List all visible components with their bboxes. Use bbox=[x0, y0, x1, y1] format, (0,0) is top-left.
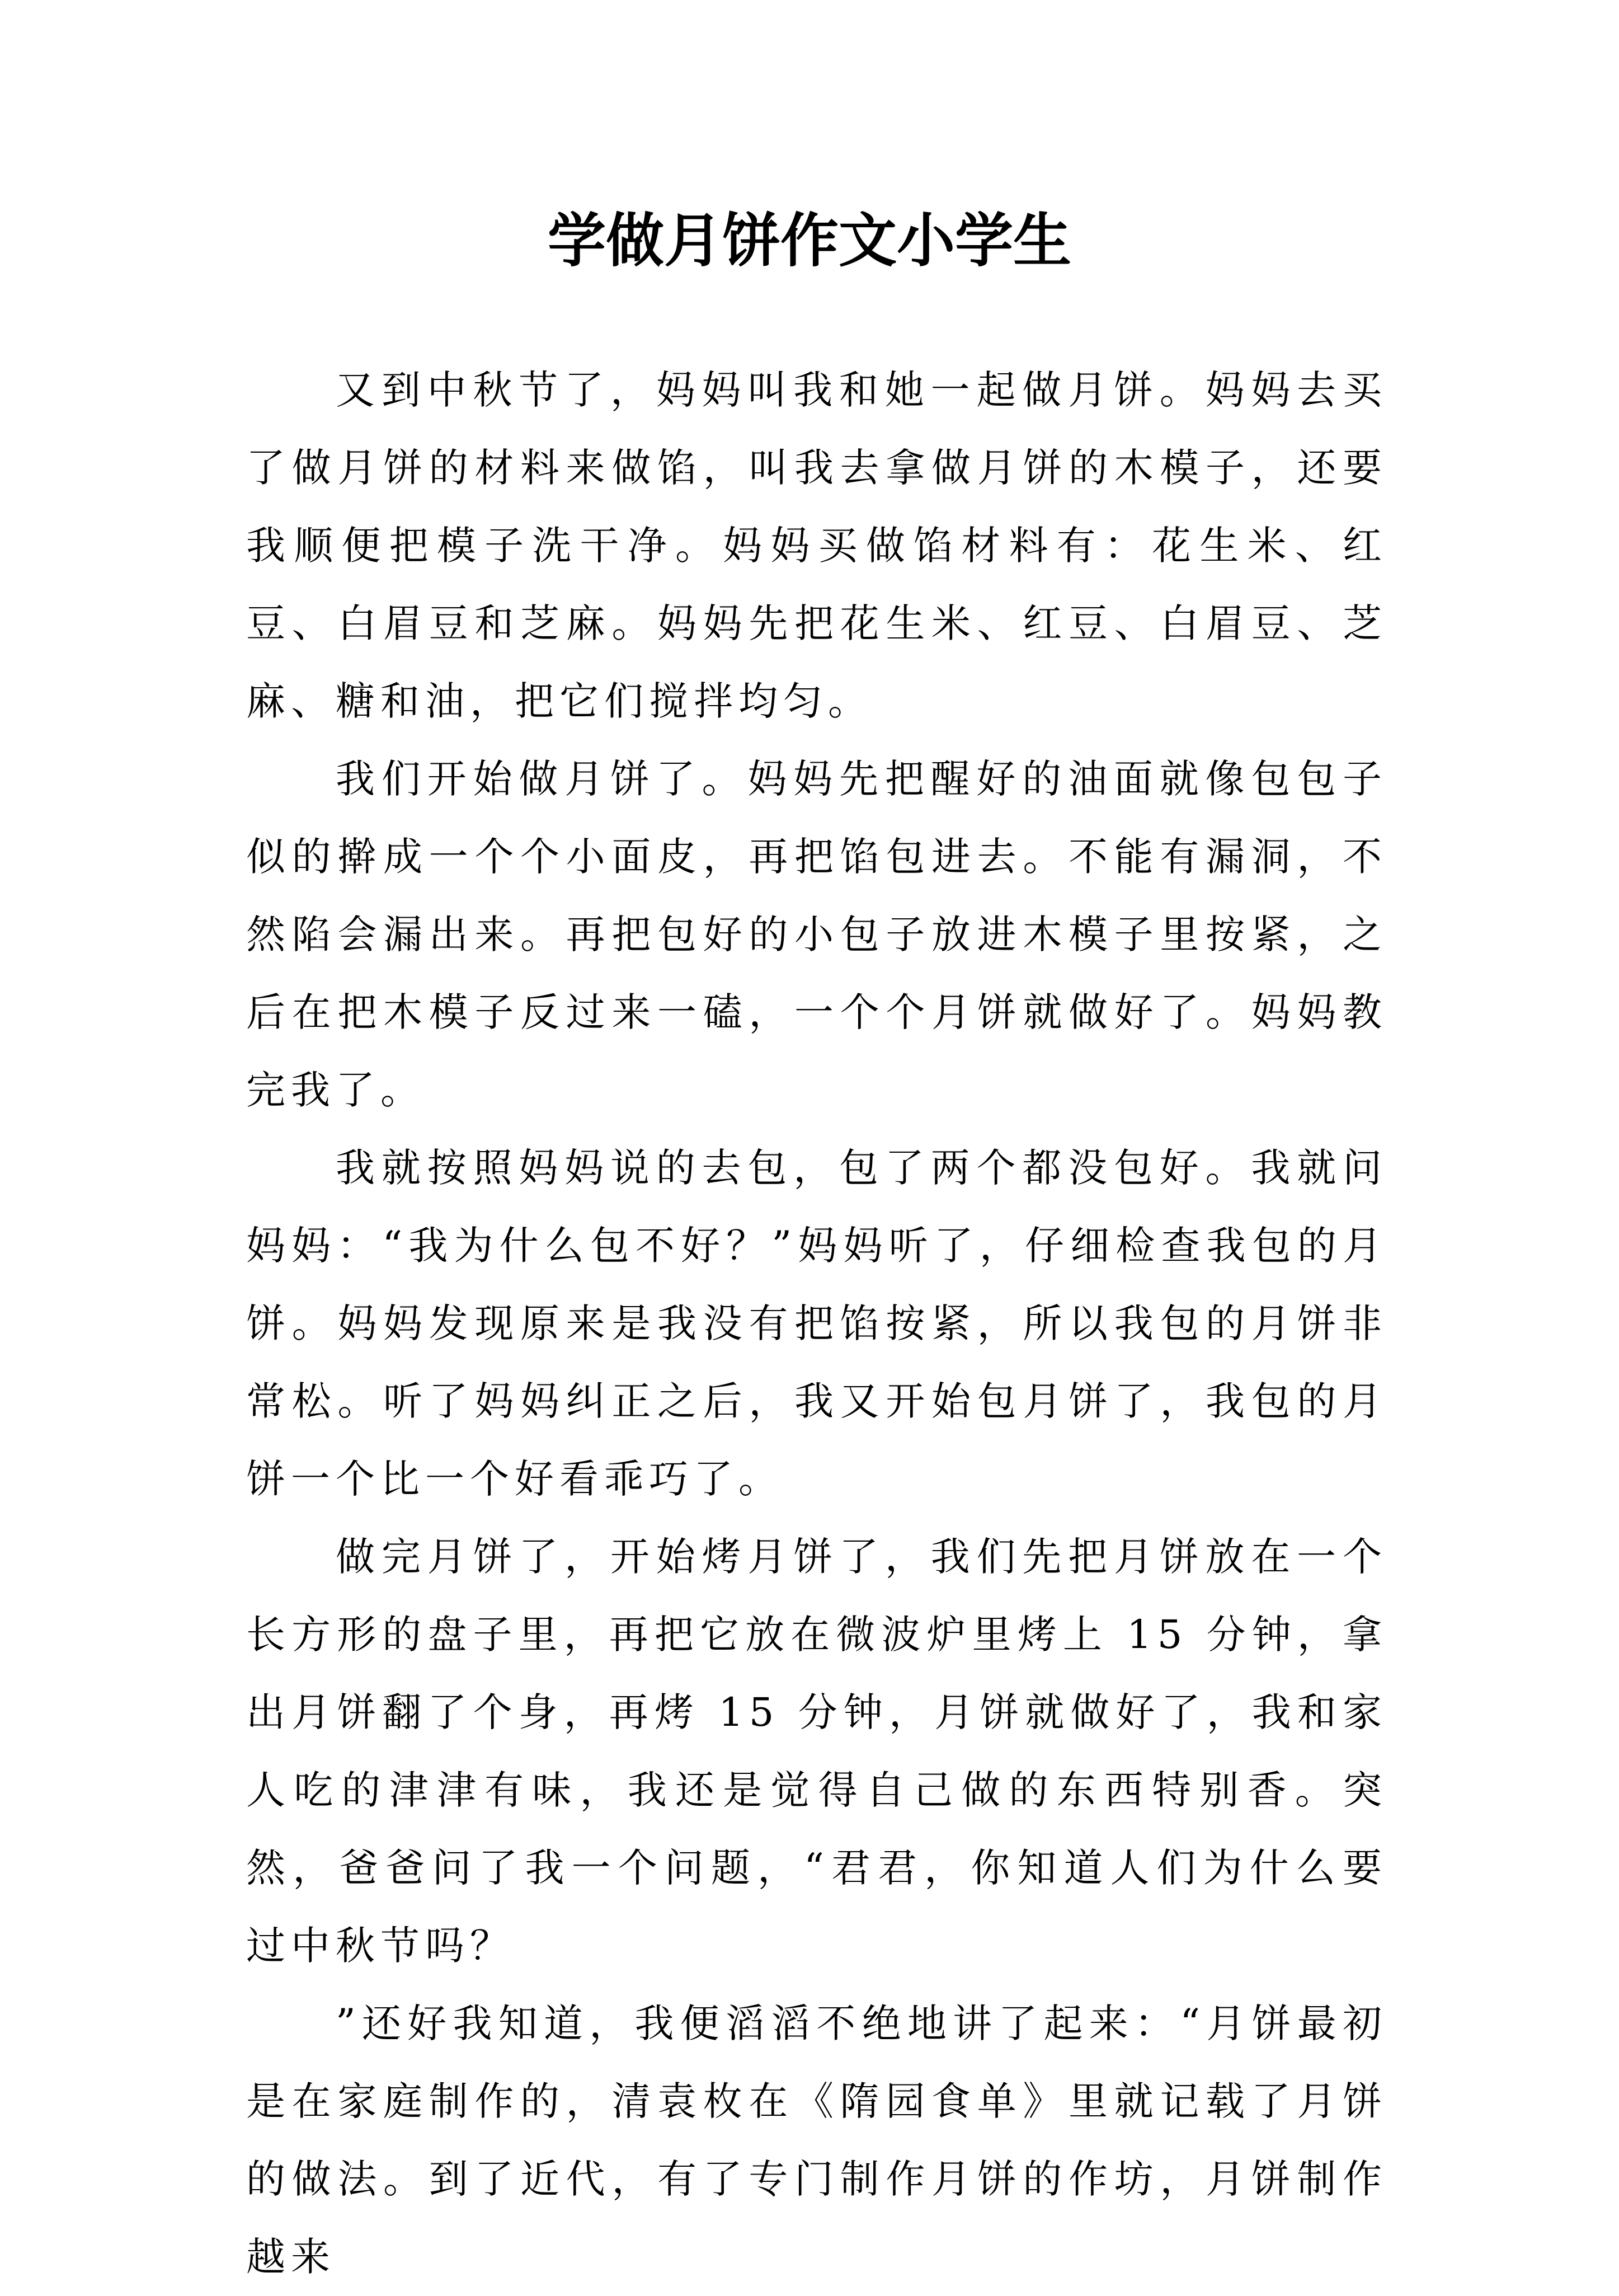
paragraph-3: 我就按照妈妈说的去包，包了两个都没包好。我就问妈妈：“我为什么包不好？”妈妈听了，仔细检查我包的月饼。妈妈发现原来是我没有把馅按紧，所以我包的月饼非常松。听了妈妈纠正之后，我又开始包月饼了，我包的月饼一个比一个好看乖巧了。 bbox=[246, 1145, 1387, 1502]
document-title: 学做月饼作文小学生 bbox=[547, 206, 1071, 275]
document-body bbox=[246, 351, 1387, 2296]
paragraph-1: 又到中秋节了，妈妈叫我和她一起做月饼。妈妈去买了做月饼的材料来做馅，叫我去拿做月饼的木模子，还要我顺便把模子洗干净。妈妈买做馅材料有：花生米、红豆、白眉豆和芝麻。妈妈先把花生米、红豆、白眉豆、芝麻、糖和油，把它们搅拌均匀。 bbox=[246, 367, 1387, 724]
paragraph-2: 我们开始做月饼了。妈妈先把醒好的油面就像包包子似的擀成一个个小面皮，再把馅包进去。不能有漏洞，不然陷会漏出来。再把包好的小包子放进木模子里按紧，之后在把木模子反过来一磕，一个个月饼就做好了。妈妈教完我了。 bbox=[246, 756, 1387, 1113]
paragraph-4: 做完月饼了，开始烤月饼了，我们先把月饼放在一个长方形的盘子里，再把它放在微波炉里烤上 15 分钟，拿出月饼翻了个身，再烤 15 分钟，月饼就做好了，我和家人吃的津津有味，我还是觉得自己做的东西特别香。突然，爸爸问了我一个问题，“君君，你知道人们为什么要过中秋节吗？ bbox=[246, 1534, 1387, 1969]
paragraph-5: ”还好我知道，我便滔滔不绝地讲了起来：“月饼最初是在家庭制作的，清袁枚在《隋园食单》里就记载了月饼的做法。到了近代，有了专门制作月饼的作坊，月饼制作越来 bbox=[246, 2001, 1387, 2280]
